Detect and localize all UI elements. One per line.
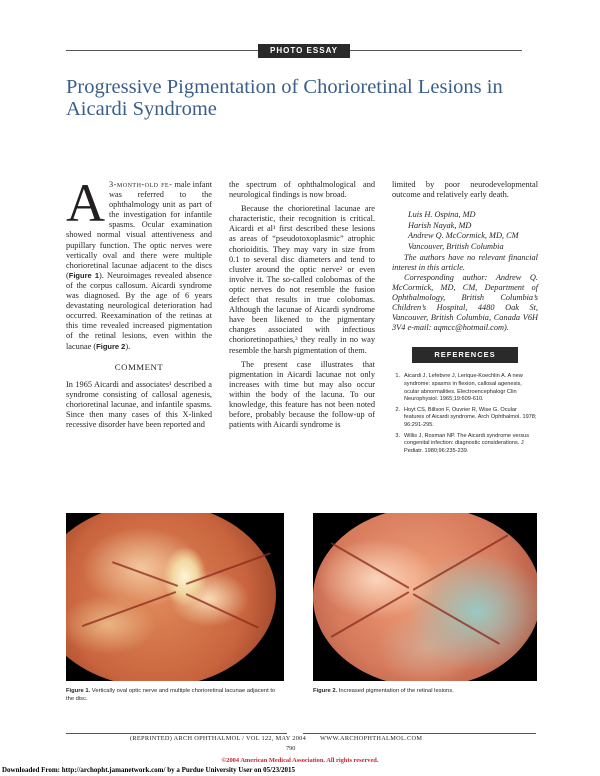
page-number: 790: [286, 745, 296, 752]
journal-url[interactable]: WWW.ARCHOPHTHALMOL.COM: [320, 735, 423, 742]
column-2-paragraph-1: the spectrum of ophthalmological and neurological findings is now broad.: [229, 180, 375, 200]
reference-item: [392, 407, 538, 430]
drop-cap: A: [66, 173, 105, 233]
paragraph-1-text-a: male infant was referred to the ophthalmology unit as part of the investigation for infantile spasms. Ocular examination showed normal visual attentiveness and pupillary function. The optic nerves were vertically oval and there were multiple chorioretinal lacunae adjacent to the discs (: [66, 180, 213, 280]
column-2: [229, 180, 375, 430]
download-notice: Downloaded From: http://archopht.jamanetwork.com/ by a Purdue University User on 05/23/2015: [2, 766, 296, 774]
author-list: [408, 210, 538, 252]
paragraph-1-text-b: ). Neuroimages revealed absence of the corpus callosum. Aicardi syndrome was diagnosed. By the age of 6 years devastating neurological deterioration had occurred. Reexamination of the retinas at this time revealed increased pigmentation of the retinal lesions, even within the lacunae (: [66, 270, 212, 351]
figure-2-reference[interactable]: Figure 2: [96, 341, 126, 351]
fundus-photo-1: [66, 513, 276, 681]
lead-smallcaps: 3-month-old fe-: [109, 180, 173, 189]
column-2-paragraph-2: Because the chorioretinal lacunae are characteristic, their recognition is critical. Aicardi et al¹ first described these lesions as areas of “pseudotoxoplasmic” atrophic chorioiditis. They may vary in size from 0.1 to several disc diameters and tend to cluster around the optic nerve² or even involve it. The so-called colobomas of the optic nerves do not resemble the fusion defect that results in true colobomas. Although the lacunae of Aicardi syndrome have been likened to the pigmentary changes associated with infectious chorioretinopathies,³ they really in no way resemble the harsh pigmentation of them.: [229, 204, 375, 355]
reference-number: 1.: [395, 373, 400, 380]
column-1: [66, 173, 213, 430]
article-title: Progressive Pigmentation of Chorioretinal Lesions in Aicardi Syndrome: [66, 76, 503, 120]
paragraph-2: In 1965 Aicardi and associates¹ described a syndrome consisting of callosal agenesis, chorioretinal lacunae, and infantile spasms. Since then many cases of this X-linked recessive disorder have been reported and: [66, 379, 212, 430]
reference-text: Willis J, Rosman NP. The Aicardi syndrome versus congenital infection: diagnostic considerations. J Pediatr. 1980;96:235-239.: [404, 432, 530, 454]
figure-2-label: Figure 2.: [313, 688, 338, 694]
copyright-notice: ©2004 American Medical Association. All rights reserved.: [221, 757, 379, 764]
figure-1-caption: [66, 688, 284, 703]
reference-number: 3.: [395, 432, 400, 439]
figure-1-image: [66, 513, 284, 681]
reference-text: Aicardi J, Lefebvre J, Lerique-Koechlin A. A new syndrome: spasms in flexion, callosal agenesis, ocular abnormalities. Electroencephalogr Clin Neurophysiol. 1965;19:609-610.: [404, 373, 523, 403]
reference-item: [392, 433, 538, 456]
journal-citation: (REPRINTED) ARCH OPHTHALMOL / VOL 122, MAY 2004: [130, 735, 307, 742]
figure-2-image: [313, 513, 537, 681]
figure-1-reference[interactable]: Figure 1: [68, 270, 100, 280]
paragraph-1: [66, 173, 213, 352]
column-2-paragraph-3: The present case illustrates that pigmentation in Aicardi lacunae not only increases with time but may also occur within the body of the lacuna. To our knowledge, this feature has not been noted before, probably because the follow-up of patients with Aicardi syndrome is: [229, 359, 375, 430]
paragraph-1-text-c: ).: [125, 341, 131, 351]
author-2: Harish Nayak, MD: [408, 220, 472, 230]
financial-disclosure: The authors have no relevant financial interest in this article.: [392, 252, 538, 272]
references-label: REFERENCES: [412, 347, 517, 363]
figure-2-caption: [313, 688, 537, 696]
reference-list: [392, 373, 538, 455]
column-3: [392, 180, 538, 458]
section-label: PHOTO ESSAY: [258, 44, 350, 58]
reference-number: 2.: [395, 406, 400, 413]
column-3-paragraph-1: limited by poor neurodevelopmental outcome and relatively early death.: [392, 180, 538, 200]
figure-1-caption-text: Vertically oval optic nerve and multiple chorioretinal lacunae adjacent to the disc.: [66, 688, 276, 702]
references-heading: [392, 347, 538, 363]
reference-text: Hoyt CS, Billson F, Ouvrier R, Wise G. Ocular features of Aicardi syndrome. Arch Ophthalmol. 1978; 96:291-295.: [404, 406, 537, 428]
reference-item: [392, 373, 538, 403]
footer-notch: [287, 729, 303, 734]
author-location: Vancouver, British Columbia: [408, 241, 504, 251]
author-3: Andrew Q. McCormick, MD, CM: [408, 231, 519, 241]
correspondence: Corresponding author: Andrew Q. McCormick, MD, CM, Department of Ophthalmology, British Columbia’s Children’s Hospital, 4480 Oak St, Vancouver, British Columbia, Canada V6H 3V4 e-mail: aqmcc@hotmail.com).: [392, 272, 538, 333]
figure-2-caption-text: Increased pigmentation of the retinal lesions.: [338, 688, 454, 694]
author-1: Luis H. Ospina, MD: [408, 210, 476, 220]
figure-1-label: Figure 1.: [66, 688, 91, 694]
comment-heading: COMMENT: [114, 361, 164, 372]
